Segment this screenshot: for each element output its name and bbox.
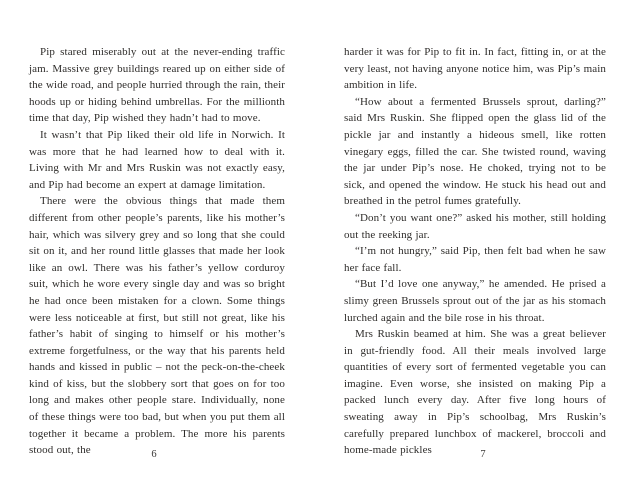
paragraph: “I’m not hungry,” said Pip, then felt bad when he saw her face fall. (344, 245, 606, 274)
paragraph: Mrs Ruskin beamed at him. She was a great believer in gut-friendly food. All their meals involved large quantities of every sort of fermented vegetable you can imagine. Even worse, she insisted on making Pip a packed lunch every day. After five long hours of sweating away in Pip’s schoolbag, Mrs Ruskin’s carefully prepared lunchbox of mackerel, broccoli and home-made pickles (344, 328, 606, 457)
page-number-left: 6 (151, 449, 157, 460)
paragraph: “How about a fermented Brussels sprout, darling?” said Mrs Ruskin. She flipped open the glass lid of the pickle jar and instantly a hideous smell, like rotten vinegary eggs, filled the car. She twisted round, waving the jar under Pip’s nose. He choked, trying not to be sick, and opened the window. He stuck his head out and breathed in the petrol fumes gratefully. (344, 95, 606, 208)
paragraph: Pip stared miserably out at the never-ending traffic jam. Massive grey buildings reared up on either side of the wide road, and people hurried through the rain, their hoods up or hiding behind umbrellas. For the millionth time that day, Pip wished they hadn’t had to move. (29, 46, 285, 125)
page-left (29, 44, 285, 459)
page-right (344, 44, 606, 459)
paragraph: “Don’t you want one?” asked his mother, still holding out the reeking jar. (344, 211, 606, 241)
paragraph: It wasn’t that Pip liked their old life in Norwich. It was more that he had learned how to deal with it. Living with Mr and Mrs Ruskin was not exactly easy, and Pip had become an expert at damage limitation. (29, 128, 285, 191)
paragraph: There were the obvious things that made them different from other people’s parents, like his mother’s hair, which was silvery grey and so long that she could sit on it, and her round little glasses that made her look like an owl. There was his father’s yellow corduroy suit, which he wore every single day and was so bright he had once been mistaken for a clown. Some things were less noticeable at first, but still not great, like his father’s habit of singing to himself or his mother’s extreme forgetfulness, or the way that his parents held hands and kissed in public – not the peck-on-the-cheek kind of kiss, but the slobbery sort that goes on for too long and makes other people stare. Individually, none of these things were too bad, but when you put them all together it became a problem. The more his parents stood out, the (29, 195, 285, 457)
paragraph: “But I’d love one anyway,” he amended. He prised a slimy green Brussels sprout out of the jar as his stomach lurched again and the bile rose in his throat. (344, 278, 606, 324)
paragraph-continuation: harder it was for Pip to fit in. In fact, fitting in, or at the very least, not having anyone notice him, was Pip’s main ambition in life. (344, 46, 606, 92)
page-number-right: 7 (480, 449, 486, 460)
